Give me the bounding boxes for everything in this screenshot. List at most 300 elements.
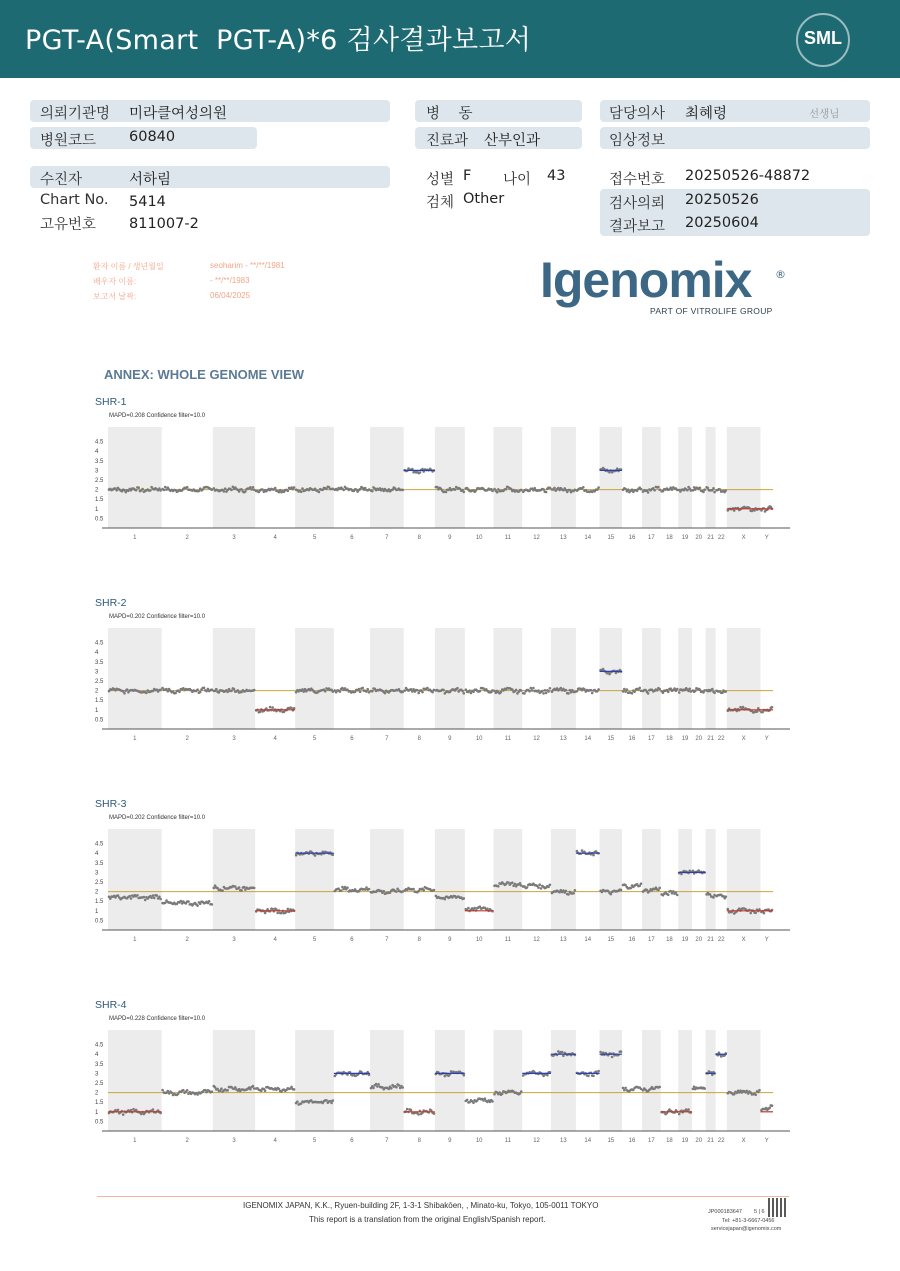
chromosome-band [706,829,716,930]
data-point [456,687,459,690]
chromosome-label: 13 [560,736,567,742]
doctor-value: 최혜령 [685,106,728,122]
data-point [436,486,439,489]
data-point [687,690,690,693]
data-point [137,486,140,489]
data-point [301,487,304,490]
data-point [433,1112,436,1115]
chromosome-label: 17 [648,1138,655,1144]
chromosome-label: 1 [133,736,137,742]
chromosome-label: 16 [628,736,636,742]
patient-value: 서하림 [129,172,172,188]
chromosome-label: 18 [666,535,673,541]
data-point [463,491,466,494]
data-point [431,691,434,694]
data-point [616,467,619,470]
data-point [208,900,211,903]
chart-shr-2 [0,597,900,747]
chromosome-label: 12 [533,937,540,943]
chromosome-label: X [741,1138,746,1144]
data-point [549,884,552,887]
data-point [238,886,241,889]
data-point [144,899,147,902]
sex-value: F [463,168,472,184]
chromosome-label: 15 [607,736,615,742]
data-point [158,896,161,899]
data-point [361,687,364,690]
data-point [186,486,189,489]
y-tick-label: 4 [95,1052,99,1059]
data-point [523,692,526,695]
chromosome-band [295,628,334,729]
data-point [366,688,369,691]
data-point [123,692,126,695]
chart-no-label: Chart No. [40,192,109,208]
data-point [675,891,678,894]
data-point [135,489,138,492]
chromosome-label: 11 [504,535,511,541]
data-point [520,489,523,492]
data-point [161,1089,164,1092]
chromosome-label: 9 [448,937,452,943]
y-tick-label: 3 [95,1071,99,1078]
chromosome-band [551,628,576,729]
data-point [703,488,706,491]
data-point [597,688,600,691]
data-point [384,692,387,695]
data-point [620,1050,623,1053]
data-point [671,488,674,491]
data-point [466,1099,469,1102]
data-point [657,486,660,489]
chromosome-band [370,427,404,528]
data-point [290,707,293,710]
data-point [136,894,139,897]
chromosome-label: 17 [648,736,655,742]
data-point [198,490,201,493]
chromosome-label: X [741,535,746,541]
data-point [340,889,343,892]
data-point [187,900,190,903]
data-point [287,908,290,911]
data-point [712,487,715,490]
chromosome-label: 7 [385,1138,389,1144]
chromosome-band [494,628,523,729]
data-point [693,486,696,489]
data-point [590,689,593,692]
chromosome-label: 2 [185,736,189,742]
y-tick-label: 2 [95,688,99,695]
data-point [699,688,702,691]
y-tick-label: 1.5 [95,899,104,906]
data-point [159,898,162,901]
data-point [240,889,243,892]
igenomix-registered-mark: ® [775,268,786,281]
data-point [416,689,419,692]
data-point [624,1087,627,1090]
data-point [318,491,321,494]
data-point [561,1051,564,1054]
data-point [180,900,183,903]
data-point [346,886,349,889]
chromosome-label: Y [764,736,769,742]
chromosome-label: Y [764,937,769,943]
data-point [712,896,715,899]
data-point [150,897,153,900]
data-point [582,486,585,489]
data-point [271,908,274,911]
data-point [493,1093,496,1096]
data-point [463,897,466,900]
chromosome-band [213,427,255,528]
chart-title: SHR-1 [95,396,127,408]
chromosome-label: 19 [681,535,689,541]
data-point [746,1090,749,1093]
chromosome-label: 13 [560,535,567,541]
y-tick-label: 3.5 [95,458,104,465]
chromosome-label: 12 [533,1138,540,1144]
data-point [541,690,544,693]
chromosome-label: Y [764,1138,769,1144]
chromosome-label: 21 [707,1138,714,1144]
data-point [390,1087,393,1090]
chromosome-band [370,829,404,930]
chromosome-band [600,427,622,528]
age-label: 나이 [503,172,532,188]
data-point [382,890,385,893]
chromosome-band [213,628,255,729]
data-point [505,488,508,491]
chromosome-band [435,427,465,528]
y-tick-label: 4 [95,449,99,456]
data-point [401,489,404,492]
data-point [567,692,570,695]
data-point [117,1109,120,1112]
chromosome-label: 4 [273,535,277,541]
chromosome-label: 13 [560,937,567,943]
patient-bar [30,166,390,188]
data-point [647,692,650,695]
chromosome-label: 18 [666,937,673,943]
chart-svg [0,798,900,948]
data-point [153,897,156,900]
data-point [610,893,613,896]
chromosome-label: 6 [350,937,354,943]
data-point [358,688,361,691]
data-point [141,488,144,491]
data-point [213,887,216,890]
data-point [538,883,541,886]
data-point [611,1056,614,1059]
data-point [252,486,255,489]
chromosome-band [678,628,692,729]
data-point [186,1089,189,1092]
data-point [221,889,224,892]
data-point [768,1107,771,1110]
chromosome-band [108,628,162,729]
y-tick-label: 2 [95,1090,99,1097]
data-point [549,687,552,690]
patient-label: 수진자 [40,172,83,188]
chart-subtitle: MAPD=0.202 Confidence filter=10.0 [109,815,206,821]
data-point [339,690,342,693]
chromosome-label: 16 [628,1138,636,1144]
data-point [491,1100,494,1103]
chromosome-label: 22 [717,535,725,541]
y-tick-label: 1.5 [95,1100,104,1107]
y-tick-label: 2.5 [95,679,104,685]
chromosome-band [727,628,761,729]
data-point [546,1074,549,1077]
footer-page: 5 | 6 [754,1209,765,1215]
data-point [703,1087,706,1090]
chromosome-band [435,628,465,729]
data-point [771,706,774,709]
chromosome-label: 19 [681,1138,689,1144]
data-point [622,1087,625,1090]
chromosome-label: 9 [448,1138,452,1144]
data-point [702,491,705,494]
data-point [332,1099,335,1102]
patient-name-value: seoharim - **/**/1981 [210,261,285,270]
department-value: 산부인과 [484,133,541,149]
y-tick-label: 4.5 [95,640,104,647]
chromosome-label: 14 [584,937,592,943]
data-point [274,487,277,490]
data-point [693,1085,696,1088]
data-point [271,706,274,709]
data-point [280,912,283,915]
data-point [211,903,214,906]
receipt-label: 접수번호 [609,172,666,188]
data-point [620,889,623,892]
data-point [733,509,736,512]
chromosome-label: 16 [628,535,636,541]
data-point [170,1092,173,1095]
data-point [330,1102,333,1105]
chromosome-label: 19 [681,736,689,742]
chromosome-band [213,829,255,930]
data-point [754,912,757,915]
chromosome-label: 7 [385,937,389,943]
data-point [479,690,482,693]
y-tick-label: 4.5 [95,439,104,446]
footer-address: IGENOMIX JAPAN, K.K., Ryuen-building 2F, 1-3-1 Shibakōen, , Minato-ku, Tokyo, 105-0011 TOKYO [243,1201,599,1210]
data-point [203,687,206,690]
data-point [164,486,167,489]
chromosome-label: 14 [584,736,592,742]
request-label: 검사의뢰 [609,196,666,212]
chromosome-label: 21 [707,535,714,541]
data-point [587,1075,590,1078]
data-point [758,1089,761,1092]
data-point [631,692,634,695]
data-point [727,908,730,911]
data-point [531,689,534,692]
data-point [296,1100,299,1103]
data-point [371,490,374,493]
data-point [167,690,170,693]
data-point [293,1088,296,1091]
unique-no-value: 811007-2 [129,216,199,232]
chart-title: SHR-4 [95,999,127,1011]
data-point [130,897,133,900]
data-point [395,1086,398,1089]
igenomix-tagline: PART OF VITROLIFE GROUP [650,306,773,316]
y-tick-label: 0.5 [95,717,104,724]
chromosome-label: Y [764,535,769,541]
data-point [417,1113,420,1116]
data-point [463,692,466,695]
chromosome-label: 9 [448,736,452,742]
footer-doc-id: JP000183647 [708,1209,742,1215]
y-tick-label: 2 [95,889,99,896]
chromosome-label: 14 [584,535,592,541]
chromosome-label: 8 [417,535,421,541]
y-tick-label: 1 [95,1109,99,1116]
chromosome-band [600,628,622,729]
chart-shr-1 [0,396,900,546]
data-point [128,895,131,898]
data-point [388,1088,391,1091]
data-point [454,488,457,491]
chromosome-label: 6 [350,1138,354,1144]
data-point [249,1088,252,1091]
chromosome-band [706,628,716,729]
chromosome-label: 7 [385,535,389,541]
data-point [711,688,714,691]
chromosome-label: 4 [273,736,277,742]
data-point [143,896,146,899]
data-point [667,894,670,897]
data-point [164,902,167,905]
data-point [211,1090,214,1093]
report-date-small-label: 보고서 날짜: [93,292,137,301]
chromosome-label: 18 [666,736,673,742]
chromosome-label: 17 [648,535,655,541]
chromosome-band [727,427,761,528]
data-point [520,689,523,692]
chromosome-label: 8 [417,937,421,943]
data-point [149,489,152,492]
doctor-suffix: 선생님 [809,108,840,120]
chromosome-band [213,1030,255,1131]
data-point [565,890,568,893]
data-point [484,1097,487,1100]
chromosome-band [295,829,334,930]
data-point [196,688,199,691]
data-point [398,1084,401,1087]
footer-phone: Tel: +81-3-6667-0456 [722,1218,775,1224]
data-point [463,1074,466,1077]
data-point [244,490,247,493]
chromosome-band [706,1030,716,1131]
data-point [302,690,305,693]
partner-label: 배우자 이름: [93,277,137,286]
data-point [410,1109,413,1112]
data-point [599,1051,602,1054]
data-point [234,885,237,888]
data-point [473,907,476,910]
data-point [629,887,632,890]
chromosome-band [642,829,661,930]
data-point [597,486,600,489]
data-point [699,487,702,490]
footer-divider [97,1196,789,1197]
chromosome-label: 6 [350,535,354,541]
data-point [152,894,155,897]
data-point [417,692,420,695]
data-point [295,854,298,857]
chromosome-band [600,1030,622,1131]
chromosome-label: 8 [417,736,421,742]
chromosome-label: 10 [475,937,483,943]
data-point [633,690,636,693]
data-point [497,885,500,888]
chromosome-label: 22 [717,1138,725,1144]
data-point [515,689,518,692]
data-point [444,1075,447,1078]
y-tick-label: 3.5 [95,1061,104,1068]
y-tick-label: 0.5 [95,1119,104,1126]
institution-value: 미라클여성의원 [129,106,228,122]
data-point [220,1087,223,1090]
receipt-value: 20250526-48872 [685,168,811,184]
y-tick-label: 1 [95,506,99,513]
data-point [375,1083,378,1086]
chromosome-band [370,1030,404,1131]
chromosome-band [435,829,465,930]
data-point [287,490,290,493]
data-point [526,886,529,889]
chromosome-label: 3 [232,937,236,943]
data-point [253,887,256,890]
chromosome-band [642,1030,661,1131]
chromosome-band [370,628,404,729]
y-tick-label: 1.5 [95,698,104,705]
data-point [725,690,728,693]
chromosome-label: 1 [133,1138,137,1144]
data-point [264,1089,267,1092]
sml-logo-text: SML [804,28,842,48]
data-point [626,688,629,691]
chromosome-band [600,829,622,930]
data-point [592,1075,595,1078]
data-point [156,894,159,897]
y-tick-label: 4.5 [95,841,104,848]
data-point [412,688,415,691]
data-point [226,1089,229,1092]
chromosome-label: 20 [695,736,703,742]
data-point [623,1089,626,1092]
data-point [520,1090,523,1093]
chromosome-label: 10 [475,535,483,541]
data-point [199,691,202,694]
data-point [763,912,766,915]
data-point [325,1099,328,1102]
unique-no-label: 고유번호 [40,217,97,233]
chromosome-band [551,829,576,930]
data-point [152,1108,155,1111]
data-point [472,1101,475,1104]
chart-title: SHR-3 [95,798,127,810]
specimen-value: Other [463,191,505,207]
data-point [226,691,229,694]
data-point [115,489,118,492]
chromosome-label: 11 [504,736,511,742]
qr-code-icon [768,1198,787,1217]
y-tick-label: 3.5 [95,659,104,666]
